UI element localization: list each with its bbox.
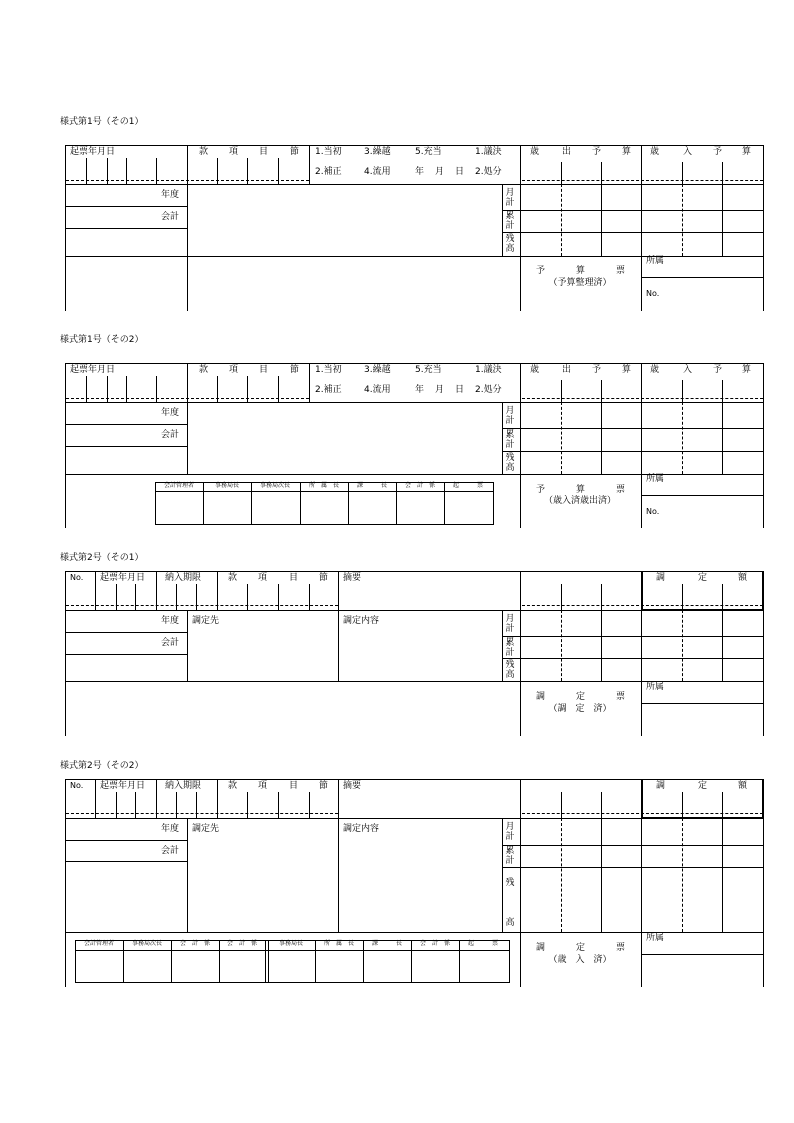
kihyo-date-label: 起票年月日	[100, 573, 146, 583]
nen-label: 年	[415, 167, 425, 177]
chotei-gaku-label: 調	[656, 573, 666, 583]
moku-label: 目	[289, 781, 299, 791]
chotei-gaku-label: 定	[698, 573, 708, 583]
shobun-label: 2.処分	[475, 385, 502, 395]
taka-label: 高	[505, 918, 515, 928]
giketsu-label: 1.議決	[475, 365, 502, 375]
yosan-seiri-label: （予算整理済）	[548, 278, 612, 288]
zandaka-label: 残 高	[505, 453, 515, 473]
saishutsu-label: 予	[592, 147, 602, 157]
sainyu-label: 歳	[650, 147, 660, 157]
chotei-gaku-label: 定	[698, 781, 708, 791]
yosanhyo-label: 票	[616, 266, 626, 276]
ruikei-label: 累 計	[505, 430, 515, 450]
chotei-gaku-label: 調	[656, 781, 666, 791]
no-label: No.	[646, 507, 660, 516]
nendo-label: 年度	[161, 408, 180, 418]
no-label: No.	[70, 573, 84, 582]
stamp-header: 会 計 係	[419, 940, 451, 947]
stamp-header: 事務局次長	[131, 940, 163, 947]
yosanhyo-label: 票	[616, 485, 626, 495]
shozoku-label: 所属	[646, 933, 665, 943]
moku-label: 目	[259, 365, 269, 375]
stamp-header: 起 票	[452, 482, 484, 489]
hosei-label: 2.補正	[315, 167, 342, 177]
tsuki-label: 月	[435, 167, 445, 177]
choteihyo-label: 定	[576, 943, 586, 953]
kurikoshi-label: 3.繰越	[364, 365, 391, 375]
shozoku-label: 所属	[646, 682, 665, 692]
form-title: 様式第2号（その2）	[60, 761, 144, 771]
choteihyo-label: 票	[616, 943, 626, 953]
kaikei-label: 会計	[161, 212, 180, 222]
juto-label: 5.充当	[415, 147, 442, 157]
saishutsu-label: 出	[562, 147, 572, 157]
chotei-gaku-label: 額	[738, 781, 748, 791]
nendo-label: 年度	[161, 824, 180, 834]
chotei-naiyo-label: 調定内容	[343, 824, 380, 834]
sainyu-label: 予	[713, 147, 723, 157]
setsu-label: 節	[319, 781, 329, 791]
tosho-label: 1.当初	[315, 147, 342, 157]
stamp-header: 起 票	[467, 940, 499, 947]
ruikei-label: 累 計	[505, 846, 515, 866]
sainyu-label: 入	[683, 365, 693, 375]
kihyo-date-label: 起票年月日	[100, 781, 146, 791]
choteisaki-label: 調定先	[192, 824, 220, 834]
zandaka-label: 残 高	[505, 234, 515, 254]
saishutsu-label: 出	[562, 365, 572, 375]
sainyu-label: 予	[713, 365, 723, 375]
setsu-label: 節	[290, 365, 300, 375]
saishutsu-label: 歳	[530, 147, 540, 157]
choteihyo-label: 定	[576, 692, 586, 702]
stamp-header: 会 計 係	[226, 940, 258, 947]
ruikei-label: 累 計	[505, 638, 515, 658]
choteisaki-label: 調定先	[192, 616, 220, 626]
getsukei-label: 月 計	[505, 406, 515, 426]
shozoku-label: 所属	[646, 256, 665, 266]
chotei-zumi-label: （調 定 済）	[548, 704, 612, 714]
nendo-label: 年度	[161, 190, 180, 200]
shozoku-label: 所属	[646, 474, 665, 484]
nonyu-kigen-label: 納入期限	[165, 573, 202, 583]
form-title: 様式第1号（その1）	[60, 117, 144, 127]
hi-label: 日	[455, 167, 465, 177]
ryuyo-label: 4.流用	[364, 167, 391, 177]
kou-label: 項	[229, 147, 239, 157]
saishutsu-label: 予	[592, 365, 602, 375]
kaikei-label: 会計	[161, 846, 180, 856]
sainyu-label: 歳	[650, 365, 660, 375]
yosanhyo-label: 予	[536, 485, 546, 495]
chotei-naiyo-label: 調定内容	[343, 616, 380, 626]
kan-label: 款	[228, 781, 238, 791]
kan-label: 款	[199, 365, 209, 375]
saishutsu-label: 歳	[530, 365, 540, 375]
stamp-header: 事務局長	[278, 940, 304, 947]
tosho-label: 1.当初	[315, 365, 342, 375]
sainyu-label: 算	[742, 147, 752, 157]
kou-label: 項	[258, 573, 268, 583]
stamp-header: 会 計 係	[404, 482, 436, 489]
nonyu-kigen-label: 納入期限	[165, 781, 202, 791]
kaikei-label: 会計	[161, 638, 180, 648]
tekiyo-label: 摘要	[343, 573, 362, 583]
tekiyo-label: 摘要	[343, 781, 362, 791]
form-title: 様式第2号（その1）	[60, 553, 144, 563]
form-title: 様式第1号（その2）	[60, 335, 144, 345]
choteihyo-label: 票	[616, 692, 626, 702]
kou-label: 項	[229, 365, 239, 375]
stamp-header: 会計管理者	[83, 940, 115, 947]
moku-label: 目	[289, 573, 299, 583]
ruikei-label: 累 計	[505, 211, 515, 231]
yosanhyo-label: 算	[576, 485, 586, 495]
shobun-label: 2.処分	[475, 167, 502, 177]
stamp-header: 所 属 長	[323, 940, 355, 947]
getsukei-label: 月 計	[505, 614, 515, 634]
ryuyo-label: 4.流用	[364, 385, 391, 395]
sainyu-saishutsu-label: （歳入済歳出済）	[543, 496, 617, 506]
kaikei-label: 会計	[161, 430, 180, 440]
stamp-header: 課 長	[371, 940, 403, 947]
no-label: No.	[70, 781, 84, 790]
setsu-label: 節	[319, 573, 329, 583]
kihyo-date-label: 起票年月日	[70, 365, 116, 375]
no-label: No.	[646, 289, 660, 298]
hi-label: 日	[455, 385, 465, 395]
moku-label: 目	[259, 147, 269, 157]
stamp-header: 事務局長	[214, 482, 240, 489]
saishutsu-label: 算	[622, 147, 632, 157]
chotei-gaku-label: 額	[738, 573, 748, 583]
kurikoshi-label: 3.繰越	[364, 147, 391, 157]
giketsu-label: 1.議決	[475, 147, 502, 157]
stamp-header: 所 属 長	[308, 482, 340, 489]
stamp-header: 会 計 係	[179, 940, 211, 947]
getsukei-label: 月 計	[505, 822, 515, 842]
stamp-header: 事務局次長	[259, 482, 291, 489]
nen-label: 年	[415, 385, 425, 395]
kihyo-date-label: 起票年月日	[70, 147, 116, 157]
kan-label: 款	[199, 147, 209, 157]
yosanhyo-label: 算	[576, 266, 586, 276]
sainyu-zumi-label: （歳 入 済）	[548, 955, 612, 965]
sainyu-label: 算	[742, 365, 752, 375]
kan-label: 款	[228, 573, 238, 583]
sainyu-label: 入	[683, 147, 693, 157]
stamp-header: 課 長	[356, 482, 388, 489]
yosanhyo-label: 予	[536, 266, 546, 276]
saishutsu-label: 算	[622, 365, 632, 375]
tsuki-label: 月	[435, 385, 445, 395]
juto-label: 5.充当	[415, 365, 442, 375]
setsu-label: 節	[290, 147, 300, 157]
zan-label: 残	[505, 878, 515, 888]
choteihyo-label: 調	[536, 943, 546, 953]
choteihyo-label: 調	[536, 692, 546, 702]
kou-label: 項	[258, 781, 268, 791]
stamp-header: 会計管理者	[163, 482, 195, 489]
nendo-label: 年度	[161, 616, 180, 626]
zandaka-label: 残 高	[505, 660, 515, 680]
hosei-label: 2.補正	[315, 385, 342, 395]
getsukei-label: 月 計	[505, 188, 515, 208]
